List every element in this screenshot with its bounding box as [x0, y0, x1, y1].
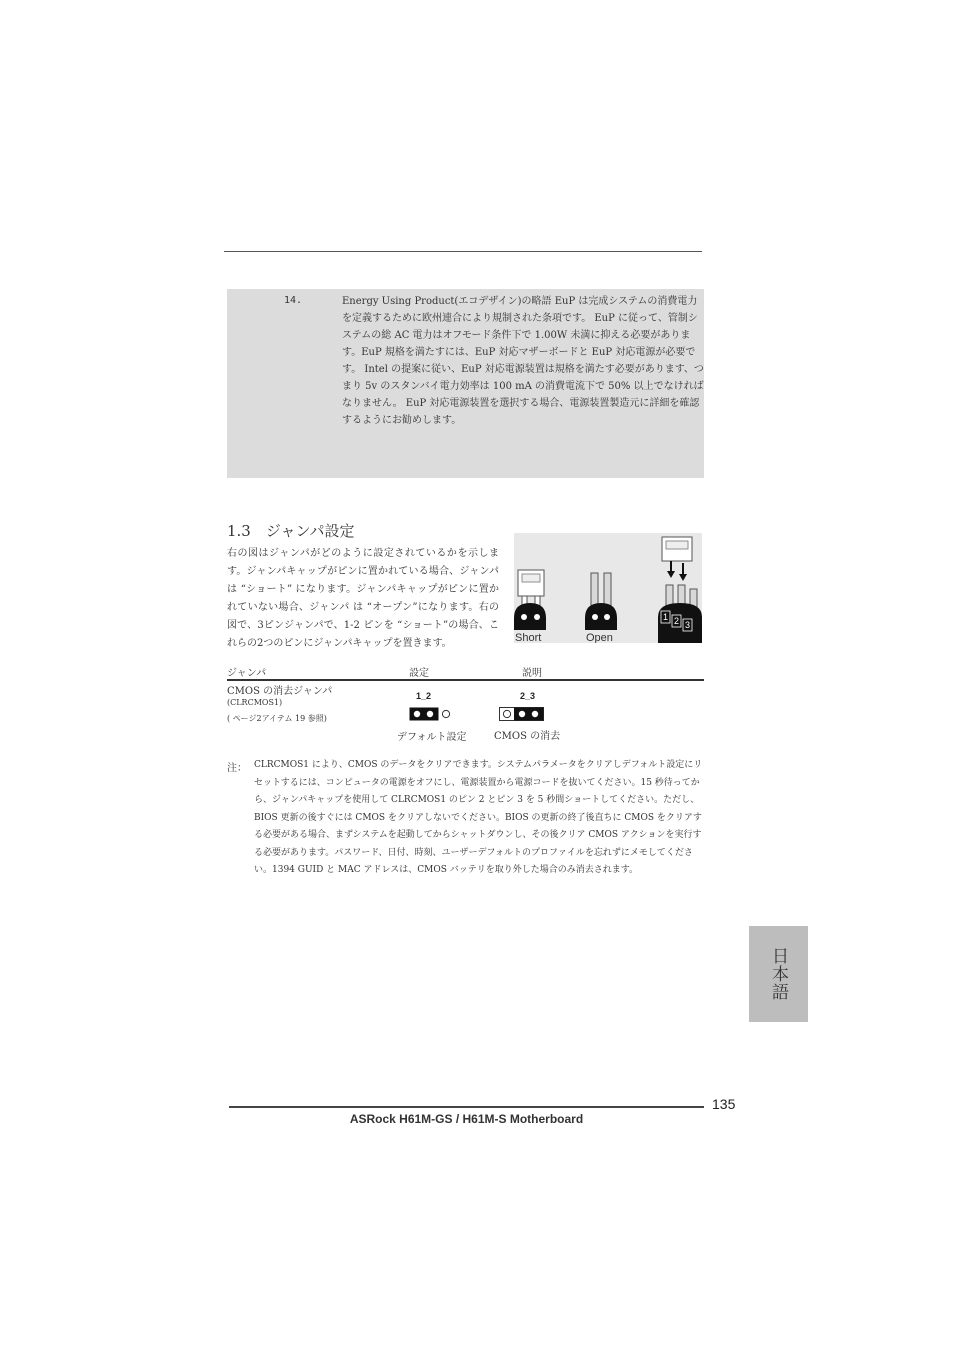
- three-pin-jumper: [658, 537, 702, 643]
- open-jumper: [585, 573, 617, 630]
- clear-caption: CMOS の消去: [494, 731, 561, 742]
- open-label: Open: [586, 632, 613, 643]
- table-header-setting: 設定: [409, 668, 429, 679]
- page-number: 135: [712, 1096, 736, 1112]
- jumper-name: CMOS の消去ジャンパ: [227, 686, 333, 697]
- footnote-label: 注：: [227, 763, 247, 774]
- section-title: 1.3 ジャンパ設定: [227, 522, 355, 540]
- table-rule: [227, 679, 704, 681]
- table-header-jumper: ジャンパ: [227, 668, 267, 679]
- clear-jumper-diagram: [499, 707, 545, 721]
- language-tab-label: 日本語: [768, 947, 788, 1001]
- note-number: 14.: [284, 295, 303, 306]
- top-rule: [224, 251, 702, 252]
- jumper-page-ref: ( ページ2アイテム 19 参照): [227, 714, 327, 723]
- jumper-figure: [514, 533, 702, 643]
- footnote-text: CLRCMOS1 により、CMOS のデータをクリアできます。システムパラメータをクリアしデフォルト設定にリセットするには、コンピュータの電源をオフにし、電源装置から電源コードを抜いてください。15 秒待ってから、ジャンパキャップを使用して CLRCMOS1 のピン 2 とピン 3 を 5 秒間ショートしてください。ただし、BIOS 更新の後すぐには CMOS をクリアしないでください。BIOS の更新の終了後直ちに CMOS をクリアする必要がある場合、まずシステムを起動してからシャットダウンし、その後クリア CMOS アクションを実行する必要があります。パスワード、日付、時刻、ユーザーデフォルトのプロファイルを忘れずにメモしてください。1394 GUID と MAC アドレスは、CMOS バッテリを取り外した場合のみ消去されます。: [254, 760, 703, 875]
- jumper-id: (CLRCMOS1): [227, 698, 283, 707]
- default-pins-label: 1_2: [416, 691, 432, 701]
- default-jumper-diagram: [409, 707, 455, 721]
- clear-pins-label: 2_3: [520, 691, 536, 701]
- language-tab: [749, 926, 808, 1022]
- bottom-rule: [229, 1106, 704, 1108]
- pin-label-3: 3: [685, 620, 691, 630]
- short-jumper: [514, 570, 546, 630]
- section-intro: 右の図はジャンパがどのように設定されているかを示します。ジャンパキャップがピンに置かれている場合、ジャンパは “ショート” になります。ジャンパキャップがピンに置かれていない場合、ジャンパ は “オープン”になります。右の図で、3ピンジャンパで、1-2 ピンを “ショート”の場合、これらの2つのピンにジャンパキャップを置きます。: [227, 548, 499, 649]
- footer-title: ASRock H61M-GS / H61M-S Motherboard: [349, 1112, 584, 1126]
- table-header-description: 説明: [522, 668, 542, 679]
- note-text: Energy Using Product(エコデザイン)の略語 EuP は完成システムの消費電力を定義するために欧州連合により規制された条項です。 EuP に従って、管制システムの総 AC 電力はオフモード条件下で 1.00W 未満に抑える必要があります。EuP 規格を満たすには、EuP 対応マザーボードと EuP 対応電源が必要です。 Intel の提案に従い、EuP 対応電源装置は規格を満たす必要があります、つまり 5v のスタンバイ電力効率は 100 mA の消費電流下で 50% 以上でなければなりません。 EuP 対応電源装置を選択する場合、電源装置製造元に詳細を確認するようにお勧めします。: [342, 296, 704, 426]
- pin-label-2: 2: [674, 616, 680, 626]
- default-caption: デフォルト設定: [397, 732, 467, 743]
- short-label: Short: [515, 632, 542, 643]
- pin-label-1: 1: [663, 612, 669, 622]
- jumper-illustration: [514, 533, 702, 643]
